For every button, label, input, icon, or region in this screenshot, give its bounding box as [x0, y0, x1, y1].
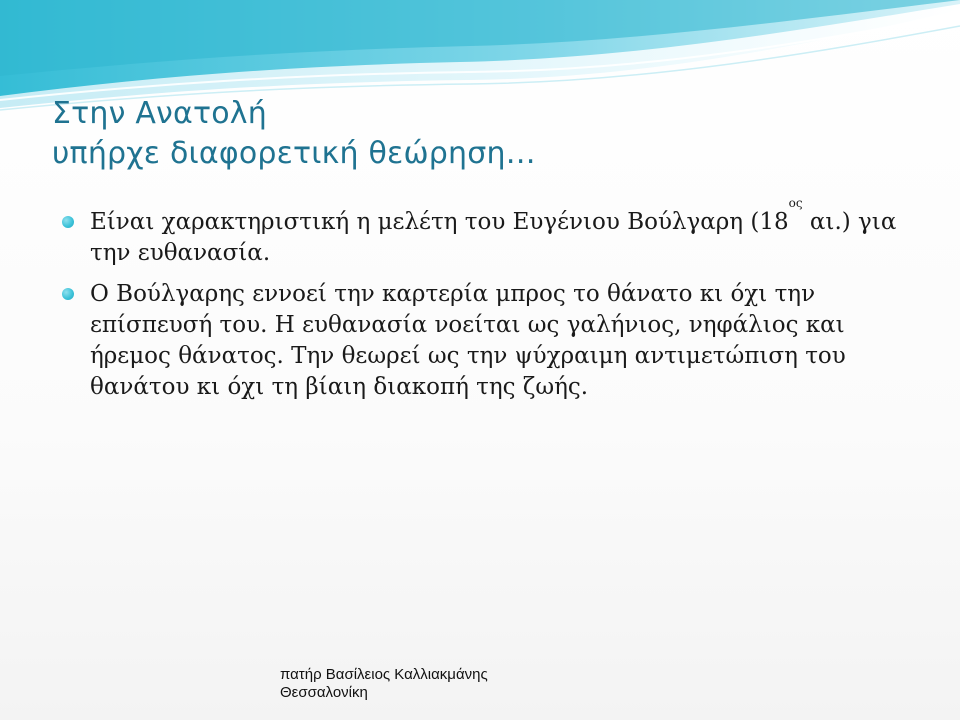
- bullet-2-text: Ο Βούλγαρης εννοεί την καρτερία μπρος το θάνατο κι όχι την επίσπευσή του. Η ευθανασία νοείται ως γαλήνιος, νηφάλιος και ήρεμος θάνατος. Την θεωρεί ως την ψύχραιμη αντιμετώπιση του θανάτου κι όχι τη βίαιη διακοπή της ζωής.: [90, 281, 846, 400]
- bullet-1-superscript: ος: [788, 196, 803, 210]
- bullet-1-text-end: αι.) για την ευθανασία.: [90, 209, 897, 266]
- bullet-dot-icon: [62, 288, 74, 300]
- title-line-1: Στην Ανατολή: [52, 96, 267, 131]
- footer-author: πατήρ Βασίλειος Καλλιακμάνης: [280, 666, 488, 683]
- bullet-1-text-start: Είναι χαρακτηριστική η μελέτη του Ευγένιου Βούλγαρη (18: [90, 209, 789, 235]
- slide-title: [52, 94, 912, 173]
- footer-city: Θεσσαλονίκη: [280, 684, 368, 701]
- title-line-2: υπήρχε διαφορετική θεώρηση…: [52, 135, 536, 171]
- bullet-item-2: [60, 279, 910, 403]
- bullet-dot-icon: [62, 216, 74, 228]
- footer-text: [280, 666, 488, 702]
- bullet-list: [60, 196, 910, 413]
